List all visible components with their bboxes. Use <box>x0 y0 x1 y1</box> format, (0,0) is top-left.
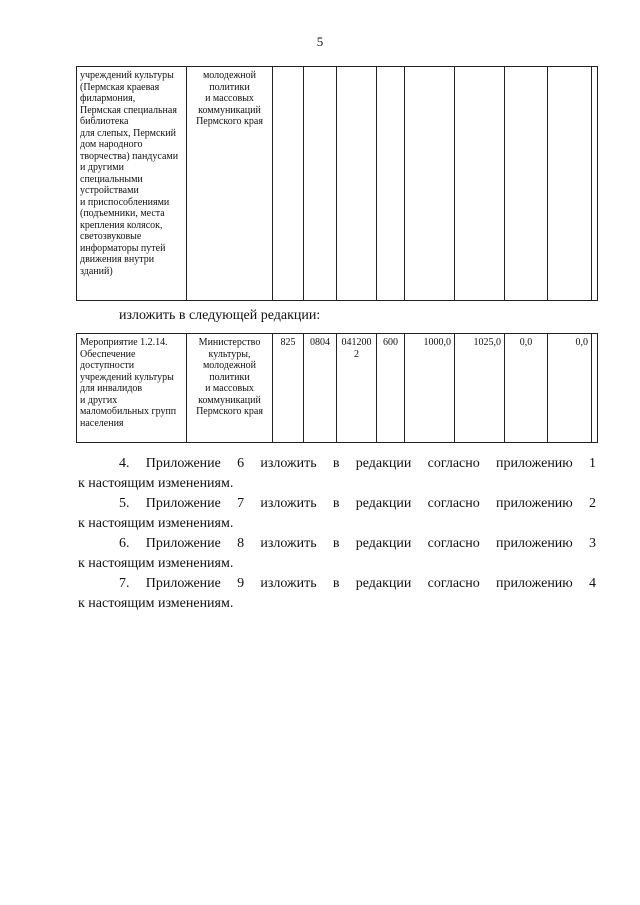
executor-cell: молодежной политики и массовых коммуникаций Пермского края <box>187 67 273 301</box>
amendment-item-4: 4. Приложение 6 изложить в редакции согласно приложению 1 к настоящим изменениям. <box>78 456 596 491</box>
empty-cell <box>377 67 405 301</box>
empty-cell <box>455 67 505 301</box>
measure-name-cell: Мероприятие 1.2.14. Обеспечение доступности учреждений культуры для инвалидов и других маломобильных групп населения <box>77 334 187 443</box>
amount-cell-3: 0,0 <box>505 334 548 443</box>
amendment-item-7: 7. Приложение 9 изложить в редакции согласно приложению 4 к настоящим изменениям. <box>78 576 596 611</box>
empty-cell <box>592 67 598 301</box>
table-continuation <box>76 66 598 301</box>
empty-cell <box>337 67 377 301</box>
csr-cell: 0412002 <box>337 334 377 443</box>
measure-name-cell: учреждений культуры (Пермская краевая филармония, Пермская специальная библиотека для слепых, Пермский дом народного творчества) пандусами и другими специальными устройствами и приспособлениями (подъемники, места крепления колясок, светозвуковые информаторы путей движения внутри зданий) <box>77 67 187 301</box>
executor-cell: Министерство культуры, молодежной политики и массовых коммуникаций Пермского края <box>187 334 273 443</box>
rzpr-cell: 0804 <box>304 334 337 443</box>
empty-cell <box>304 67 337 301</box>
amount-cell-1: 1000,0 <box>405 334 455 443</box>
table-row <box>77 67 598 301</box>
amount-cell-4: 0,0 <box>548 334 592 443</box>
amount-cell-2: 1025,0 <box>455 334 505 443</box>
amendment-item-6: 6. Приложение 8 изложить в редакции согласно приложению 3 к настоящим изменениям. <box>78 536 596 571</box>
table-row <box>77 334 598 443</box>
empty-cell <box>548 67 592 301</box>
amendment-item-5: 5. Приложение 7 изложить в редакции согласно приложению 2 к настоящим изменениям. <box>78 496 596 531</box>
sub-heading: изложить в следующей редакции: <box>119 308 321 323</box>
vr-cell: 600 <box>377 334 405 443</box>
page-number: 5 <box>316 34 324 49</box>
empty-cell <box>592 334 598 443</box>
grbs-cell: 825 <box>273 334 304 443</box>
amendment-items <box>78 454 596 614</box>
empty-cell <box>405 67 455 301</box>
empty-cell <box>273 67 304 301</box>
table-new-edition <box>76 333 598 443</box>
empty-cell <box>505 67 548 301</box>
